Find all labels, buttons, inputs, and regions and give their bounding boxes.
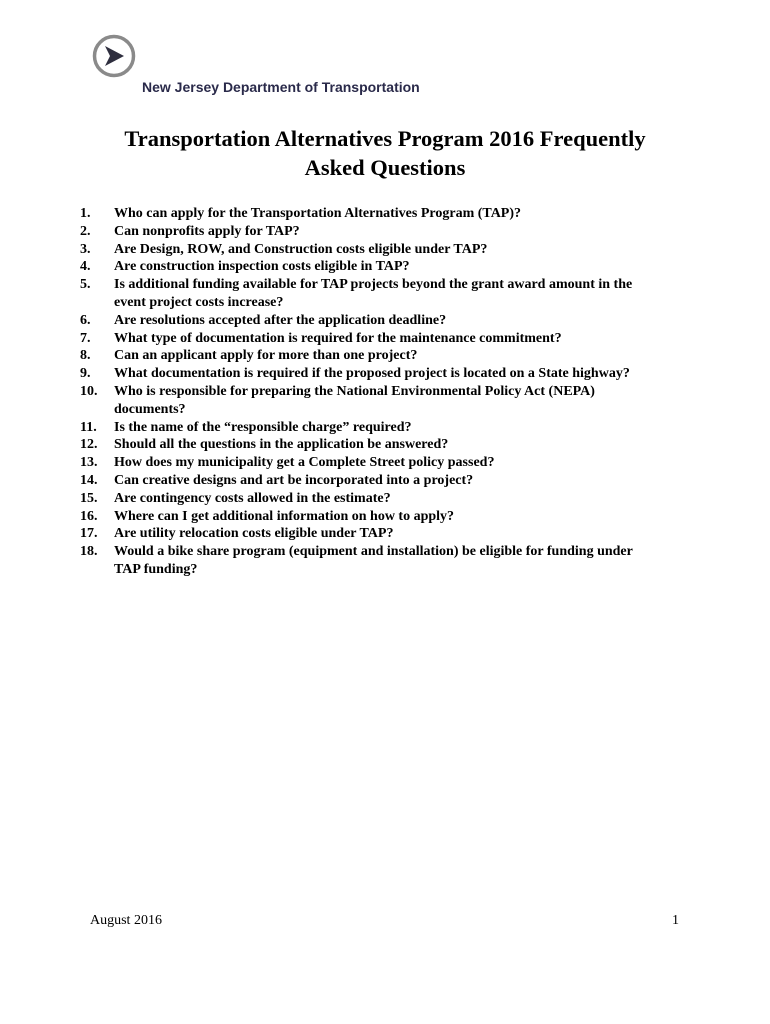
faq-item [80,508,700,526]
faq-item-text: Can an applicant apply for more than one project? [114,348,418,364]
faq-item [80,312,700,330]
faq-item [80,383,700,419]
faq-item [80,223,700,241]
faq-item-number: 16. [80,508,98,524]
faq-item [80,454,700,472]
faq-item-number: 11. [80,419,97,435]
faq-item-text: Are resolutions accepted after the application deadline? [114,312,447,328]
title-line-1: Transportation Alternatives Program 2016 Frequently [124,126,646,151]
faq-item-text: Would a bike share program (equipment and installation) be eligible for funding under [114,544,633,560]
faq-item [80,543,700,579]
faq-item-number: 1. [80,206,91,221]
faq-item-number: 8. [80,348,91,364]
faq-item-text: Can creative designs and art be incorporated into a project? [114,472,474,488]
faq-item [80,347,700,365]
faq-item-text: Should all the questions in the application be answered? [114,437,449,453]
faq-item [80,276,700,312]
faq-item-number: 3. [80,241,91,257]
faq-item [80,258,700,276]
faq-item-number: 12. [80,437,98,453]
faq-item-text: Are construction inspection costs eligible in TAP? [114,259,410,275]
faq-item-text: How does my municipality get a Complete Street policy passed? [114,455,495,471]
faq-item-text: What type of documentation is required for the maintenance commitment? [114,330,562,346]
faq-item-number: 17. [80,526,98,542]
faq-item-text: Where can I get additional information on how to apply? [114,508,455,524]
faq-item [80,330,700,348]
faq-item-text: Are Design, ROW, and Construction costs eligible under TAP? [114,241,488,257]
faq-item-number: 10. [80,383,98,399]
faq-item [80,436,700,454]
faq-item-number: 2. [80,223,91,239]
faq-item-number: 13. [80,455,98,471]
faq-item-text: documents? [114,401,186,417]
faq-item [80,419,700,437]
page-number: 1 [672,913,679,928]
faq-item-text: event project costs increase? [114,294,284,310]
footer-date: August 2016 [90,913,162,928]
faq-item [80,525,700,543]
faq-item [80,205,700,223]
faq-item-number: 6. [80,312,91,328]
faq-item-text: What documentation is required if the proposed project is located on a State highway? [114,366,630,382]
faq-item-number: 14. [80,472,98,488]
faq-item [80,490,700,508]
faq-item-text: Are contingency costs allowed in the estimate? [114,490,391,506]
faq-item [80,241,700,259]
njdot-logo-icon [92,34,136,78]
title-line-2: Asked Questions [304,155,466,180]
faq-item-number: 5. [80,277,91,293]
faq-item-text: Who can apply for the Transportation Alternatives Program (TAP)? [114,206,522,221]
faq-item [80,365,700,383]
faq-item-text: Are utility relocation costs eligible under TAP? [114,526,394,542]
faq-item-text: TAP funding? [114,561,198,577]
faq-item-text: Who is responsible for preparing the National Environmental Policy Act (NEPA) [114,383,595,399]
faq-item-text: Can nonprofits apply for TAP? [114,223,300,239]
faq-item [80,472,700,490]
faq-item-number: 15. [80,490,98,506]
faq-item-number: 4. [80,259,91,275]
faq-item-text: Is additional funding available for TAP projects beyond the grant award amount in the [114,277,633,293]
faq-list [80,205,700,579]
faq-item-number: 9. [80,366,91,382]
document-title [90,124,680,182]
faq-item-number: 7. [80,330,91,346]
faq-item-number: 18. [80,544,98,560]
agency-name: New Jersey Department of Transportation [142,79,420,95]
faq-item-text: Is the name of the “responsible charge” required? [114,419,412,435]
